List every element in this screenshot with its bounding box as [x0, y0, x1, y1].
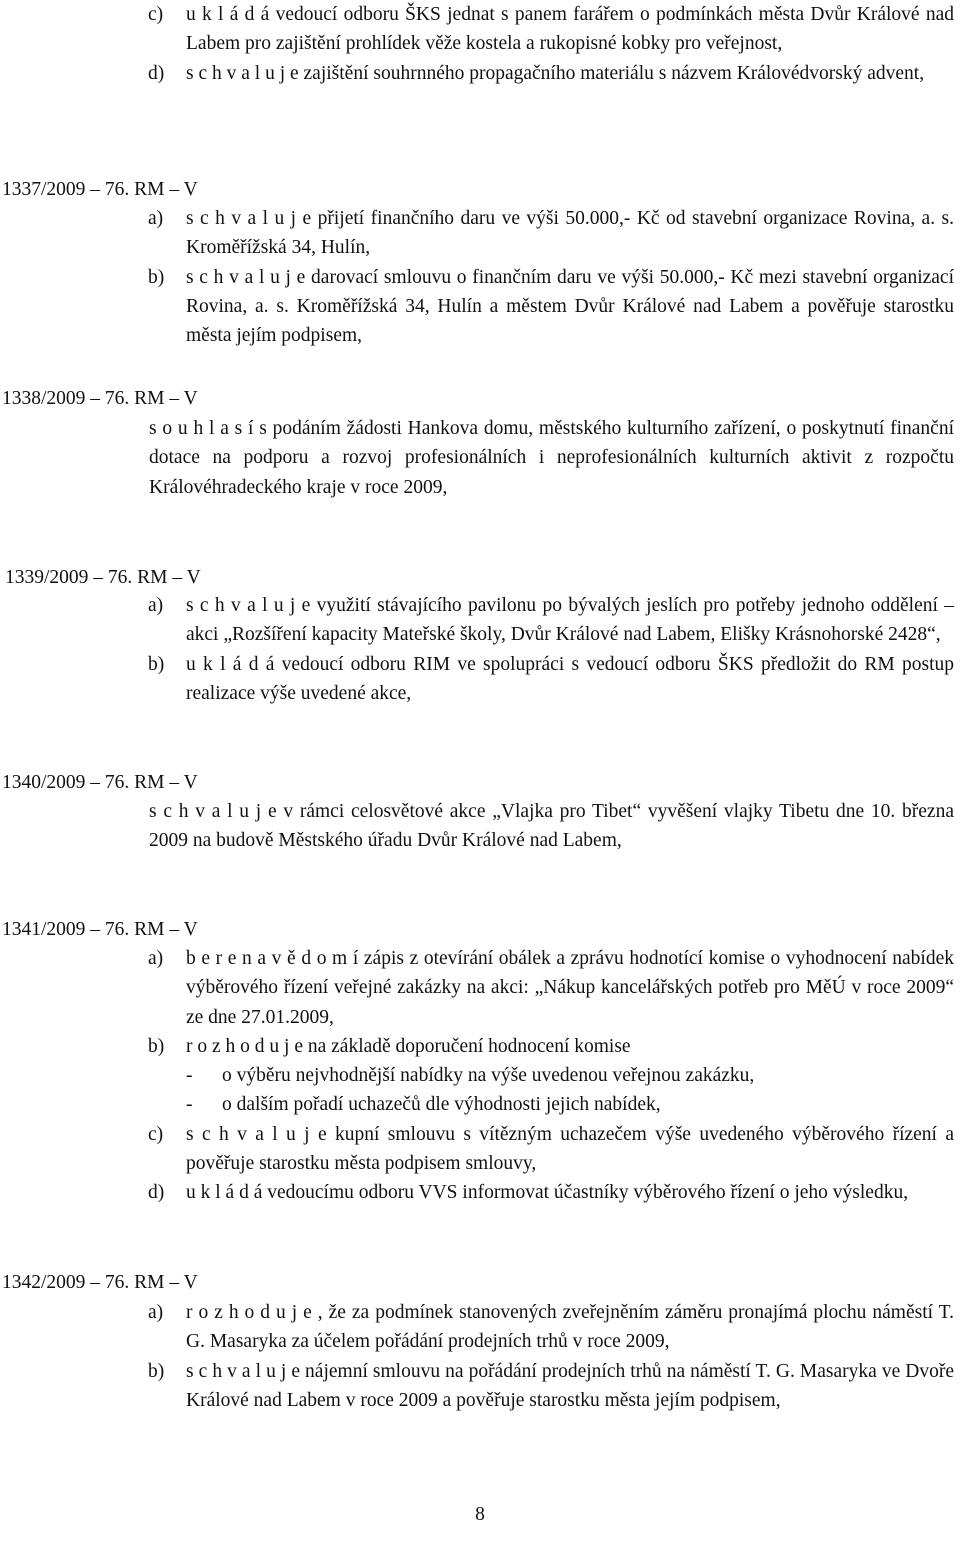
item-text: přijetí finančního daru ve výši 50.000,- Kč od stavební organizace Rovina, a. s. Kroměřížská 34, Hulín,: [186, 208, 954, 259]
resolution-text: [0, 797, 960, 856]
item-label: d): [148, 1182, 165, 1204]
dash-mark: -: [186, 1065, 193, 1087]
resolution-item: [0, 1357, 960, 1416]
item-text: vedoucí odboru ŠKS jednat s panem farářem o podmínkách města Dvůr Králové nad Labem pro zajištění prohlídek věže kostela a rukopisné kobky pro veřejnost,: [186, 4, 954, 55]
item-label: b): [148, 266, 165, 288]
item-label: b): [148, 1360, 165, 1382]
item-text: s podáním žádosti Hankova domu, městského kulturního zařízení, o poskytnutí finanční dotace na podporu a rozvoj profesionálních i neprofesionálních kulturních aktivit z rozpočtu Královéhradeckého kraje v roce 2009,: [149, 418, 955, 498]
item-label: c): [148, 4, 164, 25]
continued-resolution-items: [0, 0, 960, 88]
resolution-heading: 1342/2009 – 76. RM – V: [2, 1272, 198, 1293]
item-text: zajištění souhrnného propagačního materiálu s názvem Královédvorský advent,: [298, 62, 925, 84]
item-text: kupní smlouvu s vítězným uchazečem výše uvedeného výběrového řízení a pověřuje starostku města podpisem smlouvy,: [186, 1123, 954, 1175]
dash-item: [0, 1090, 960, 1119]
item-verb: s o u h l a s í: [149, 418, 254, 439]
item-text: zápis z otevírání obálek a zprávu hodnotící komise o vyhodnocení nabídek výběrového řízení veřejné zakázky na akci: „Nákup kancelářských potřeb pro MěÚ v roce 2009“ ze dne 27.01.2009,: [186, 948, 954, 1028]
resolution-text: [0, 414, 960, 502]
item-label: b): [148, 1035, 165, 1057]
item-verb: s c h v a l u j e: [186, 208, 312, 229]
resolution-1338-body: [0, 414, 960, 502]
resolution-heading: 1337/2009 – 76. RM – V: [2, 179, 198, 200]
resolution-1342-body: [0, 1298, 960, 1415]
item-verb: u k l á d á: [186, 1182, 263, 1204]
item-label: d): [148, 62, 165, 84]
resolution-item: [0, 650, 960, 709]
resolution-heading: 1339/2009 – 76. RM – V: [5, 567, 201, 588]
dash-text: o dalším pořadí uchazečů dle výhodnosti jejich nabídek,: [222, 1094, 661, 1116]
item-text: že za podmínek stanovených zveřejněním záměru pronajímá plochu náměstí T. G. Masaryka za účelem pořádání prodejních trhů v roce 2009,: [186, 1302, 954, 1353]
item-label: a): [148, 595, 164, 616]
resolution-item: [0, 1178, 960, 1207]
item-text: vedoucí odboru RIM ve spolupráci s vedoucí odboru ŠKS předložit do RM postup realizace výše uvedené akce,: [186, 653, 954, 704]
resolution-item: [0, 1298, 960, 1357]
resolution-item: [0, 1120, 960, 1179]
item-text: využití stávajícího pavilonu po bývalých jeslích pro potřeby jednoho oddělení – akci „Rozšíření kapacity Mateřské školy, Dvůr Králové nad Labem, Elišky Krásnohorské 2428“,: [186, 595, 955, 646]
item-label: a): [148, 948, 164, 969]
item-verb: u k l á d á: [186, 653, 275, 675]
resolution-heading: 1340/2009 – 76. RM – V: [2, 772, 198, 793]
dash-text: o výběru nejvhodnější nabídky na výše uvedenou veřejnou zakázku,: [222, 1065, 755, 1087]
dash-item: [0, 1061, 960, 1090]
item-text: na základě doporučení hodnocení komise: [302, 1035, 631, 1057]
resolution-item: [0, 204, 960, 263]
resolution-1341-body: [0, 944, 960, 1208]
item-verb: s c h v a l u j e: [149, 801, 277, 822]
item-verb: s c h v a l u j e: [186, 62, 299, 84]
resolution-item: [0, 59, 960, 88]
item-label: c): [148, 1123, 164, 1145]
resolution-item: [0, 591, 960, 650]
item-text: darovací smlouvu o finančním daru ve výši 50.000,- Kč mezi stavební organizací Rovina, a. s. Kroměřížská 34, Hulín a městem Dvůr Králové nad Labem a pověřuje starostku města jejím podpisem,: [186, 266, 955, 347]
resolution-1339-body: [0, 591, 960, 708]
item-label: b): [148, 653, 165, 675]
resolution-item: [0, 263, 960, 351]
item-verb: r o z h o d u j e ,: [186, 1302, 323, 1323]
item-text: nájemní smlouvu na pořádání prodejních trhů na náměstí T. G. Masaryka ve Dvoře Králové nad Labem v roce 2009 a pověřuje starostku města jejím podpisem,: [186, 1360, 955, 1411]
item-verb: b e r e n a v ě d o m í: [186, 948, 359, 969]
resolution-item: [0, 944, 960, 1032]
resolution-item: [0, 1032, 960, 1061]
resolution-1337-body: [0, 204, 960, 350]
dash-mark: -: [186, 1094, 193, 1116]
item-label: a): [148, 1302, 164, 1323]
item-label: a): [148, 208, 164, 229]
item-verb: s c h v a l u j e: [186, 595, 311, 616]
item-verb: s c h v a l u j e: [186, 266, 306, 288]
resolution-1340-body: [0, 797, 960, 856]
item-verb: r o z h o d u j e: [186, 1035, 303, 1057]
resolution-heading: 1338/2009 – 76. RM – V: [2, 388, 198, 409]
item-verb: u k l á d á: [186, 4, 270, 25]
resolution-item: [0, 0, 960, 59]
item-verb: s c h v a l u j e: [186, 1123, 327, 1145]
item-text: vedoucímu odboru VVS informovat účastníky výběrového řízení o jeho výsledku,: [262, 1182, 909, 1204]
resolution-heading: 1341/2009 – 76. RM – V: [2, 919, 198, 940]
page-number: 8: [475, 1504, 485, 1525]
item-verb: s c h v a l u j e: [186, 1360, 300, 1382]
item-text: v rámci celosvětové akce „Vlajka pro Tibet“ vyvěšení vlajky Tibetu dne 10. března 2009 na budově Městského úřadu Dvůr Králové nad Labem,: [149, 801, 954, 852]
